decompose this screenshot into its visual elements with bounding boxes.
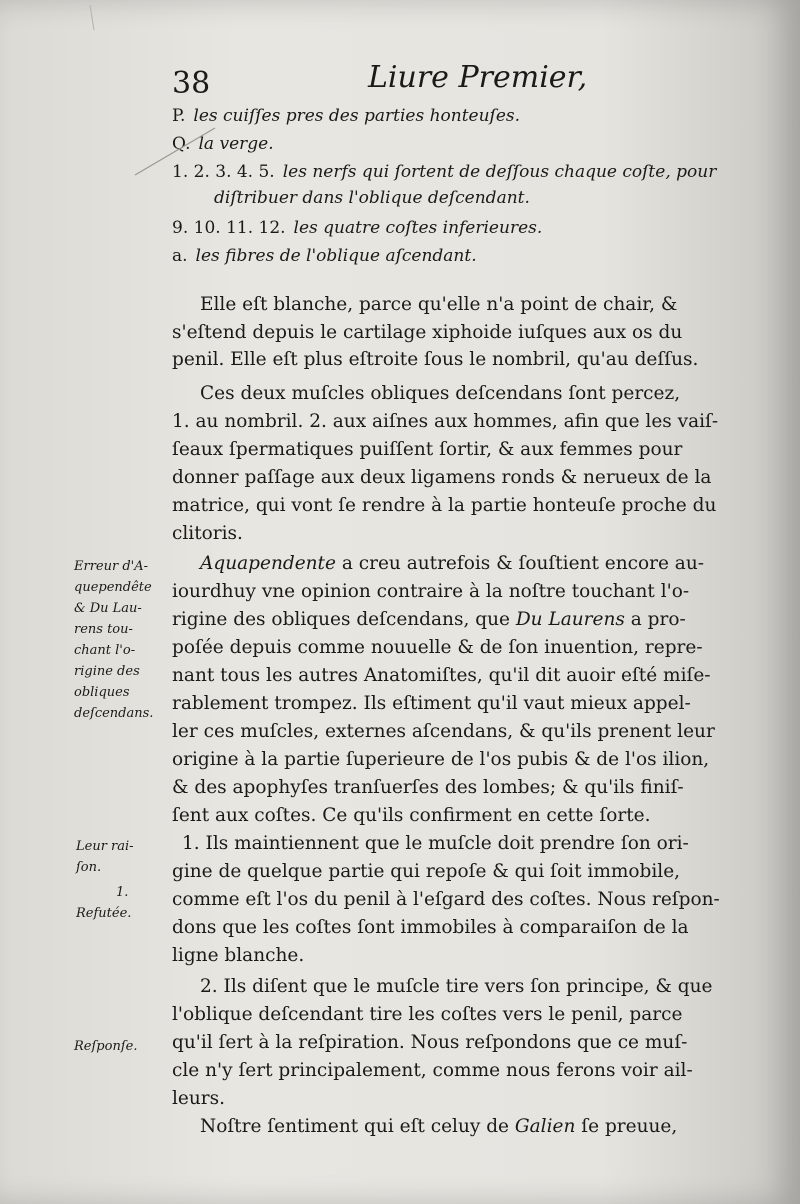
margin-note-line: deſcendans.: [74, 706, 154, 721]
legend-key: 9. 10. 11. 12.: [172, 218, 286, 238]
body-line: rigine des obliques deſcendans, que Du Laurens a pro-: [172, 609, 686, 630]
legend-text: la verge.: [198, 134, 274, 154]
body-line: qu'il ſert à la reſpiration. Nous reſpondons que ce muſ-: [172, 1032, 688, 1053]
body-line: Elle eſt blanche, parce qu'elle n'a point de chair, &: [200, 294, 678, 315]
margin-note-line: rens tou-: [74, 622, 133, 637]
body-line: rablement trompez. Ils eſtiment qu'il vaut mieux appel-: [172, 693, 691, 714]
legend-entry: [172, 160, 716, 184]
pencil-stroke-icon: [60, 0, 120, 40]
margin-note-line: ſon.: [76, 860, 102, 875]
body-line: 1. au nombril. 2. aux aiſnes aux hommes, afin que les vaiſ-: [172, 411, 719, 432]
body-line: leurs.: [172, 1088, 225, 1109]
body-line: Ces deux muſcles obliques deſcendans ſont percez,: [200, 383, 681, 404]
margin-note: [74, 1036, 137, 1057]
body-line: ler ces muſcles, externes aſcendans, & qu'ils prenent leur: [172, 721, 715, 742]
margin-note-line: obliques: [74, 685, 130, 700]
body-line: s'eſtend depuis le cartilage xiphoide iuſques aux os du: [172, 322, 683, 343]
body-line: comme eſt l'os du penil à l'eſgard des coſtes. Nous reſpon-: [172, 889, 720, 910]
margin-note: [76, 836, 134, 878]
body-line: cle n'y ſert principalement, comme nous ferons voir ail-: [172, 1060, 693, 1081]
body-line: iourdhuy vne opinion contraire à la noſtre touchant l'o-: [172, 581, 690, 602]
pencil-stroke-icon: [130, 120, 220, 180]
body-line: 1. Ils maintiennent que le muſcle doit prendre ſon ori-: [182, 833, 689, 854]
margin-note: [76, 882, 131, 924]
body-line: Noſtre ſentiment qui eſt celuy de Galien ſe preuue,: [200, 1116, 678, 1137]
body-line: l'oblique deſcendant tire les coſtes vers le penil, parce: [172, 1004, 683, 1025]
body-line: 2. Ils diſent que le muſcle tire vers ſon principe, & que: [200, 976, 713, 997]
legend-key: P.: [172, 106, 186, 126]
legend-entry: [172, 244, 477, 268]
body-line: penil. Elle eſt plus eſtroite ſous le nombril, qu'au deſſus.: [172, 349, 699, 370]
body-line: matrice, qui vont ſe rendre à la partie honteuſe proche du: [172, 495, 717, 516]
margin-note-line: Leur rai-: [76, 839, 134, 854]
body-line: ſent aux coſtes. Ce qu'ils confirment en cette ſorte.: [172, 805, 651, 826]
margin-note-line: rigine des: [74, 664, 140, 679]
margin-note-line: chant l'o-: [74, 643, 136, 658]
running-title: Liure Premier,: [368, 60, 588, 95]
legend-entry: [172, 104, 520, 128]
legend-key: a.: [172, 246, 188, 266]
legend-text: diſtribuer dans l'oblique deſcendant.: [214, 188, 530, 208]
page-number: 38: [172, 66, 211, 101]
legend-text: les quatre coſtes inferieures.: [293, 218, 543, 238]
legend-entry: [214, 186, 530, 210]
legend-text: les nerfs qui ſortent de deſſous chaque coſte, pour: [282, 162, 717, 182]
margin-note-line: quependête: [74, 580, 152, 595]
body-line: clitoris.: [172, 523, 243, 544]
legend-text: les cuiſſes pres des parties honteuſes.: [193, 106, 521, 126]
margin-note-line: 1.: [116, 885, 129, 900]
legend-key: 1. 2. 3. 4. 5.: [172, 162, 275, 182]
margin-note-line: & Du Lau-: [74, 601, 142, 616]
margin-note-line: Erreur d'A-: [74, 559, 149, 574]
body-line: nant tous les autres Anatomiſtes, qu'il dit auoir eſté miſe-: [172, 665, 711, 686]
body-line: ligne blanche.: [172, 945, 305, 966]
margin-note-line: Refutée.: [76, 906, 132, 921]
body-line: ſeaux ſpermatiques puiſſent ſortir, & aux femmes pour: [172, 439, 683, 460]
legend-text: les fibres de l'oblique aſcendant.: [195, 246, 477, 266]
legend-entry: [172, 216, 542, 240]
body-line: donner paſſage aux deux ligamens ronds & nerueux de la: [172, 467, 712, 488]
body-line: gine de quelque partie qui repoſe & qui ſoit immobile,: [172, 861, 681, 882]
margin-note: [74, 556, 153, 724]
body-line: & des apophyſes tranſuerſes des lombes; & qu'ils finiſ-: [172, 777, 684, 798]
body-line: poſée depuis comme nouuelle & de ſon inuention, repre-: [172, 637, 703, 658]
body-line: origine à la partie ſuperieure de l'os pubis & de l'os ilion,: [172, 749, 710, 770]
margin-note-line: Reſponſe.: [74, 1039, 138, 1054]
body-line: dons que les coſtes ſont immobiles à comparaiſon de la: [172, 917, 689, 938]
legend-key: Q.: [172, 134, 191, 154]
body-line: Aquapendente a creu autrefois & ſouſtient encore au-: [200, 553, 704, 574]
